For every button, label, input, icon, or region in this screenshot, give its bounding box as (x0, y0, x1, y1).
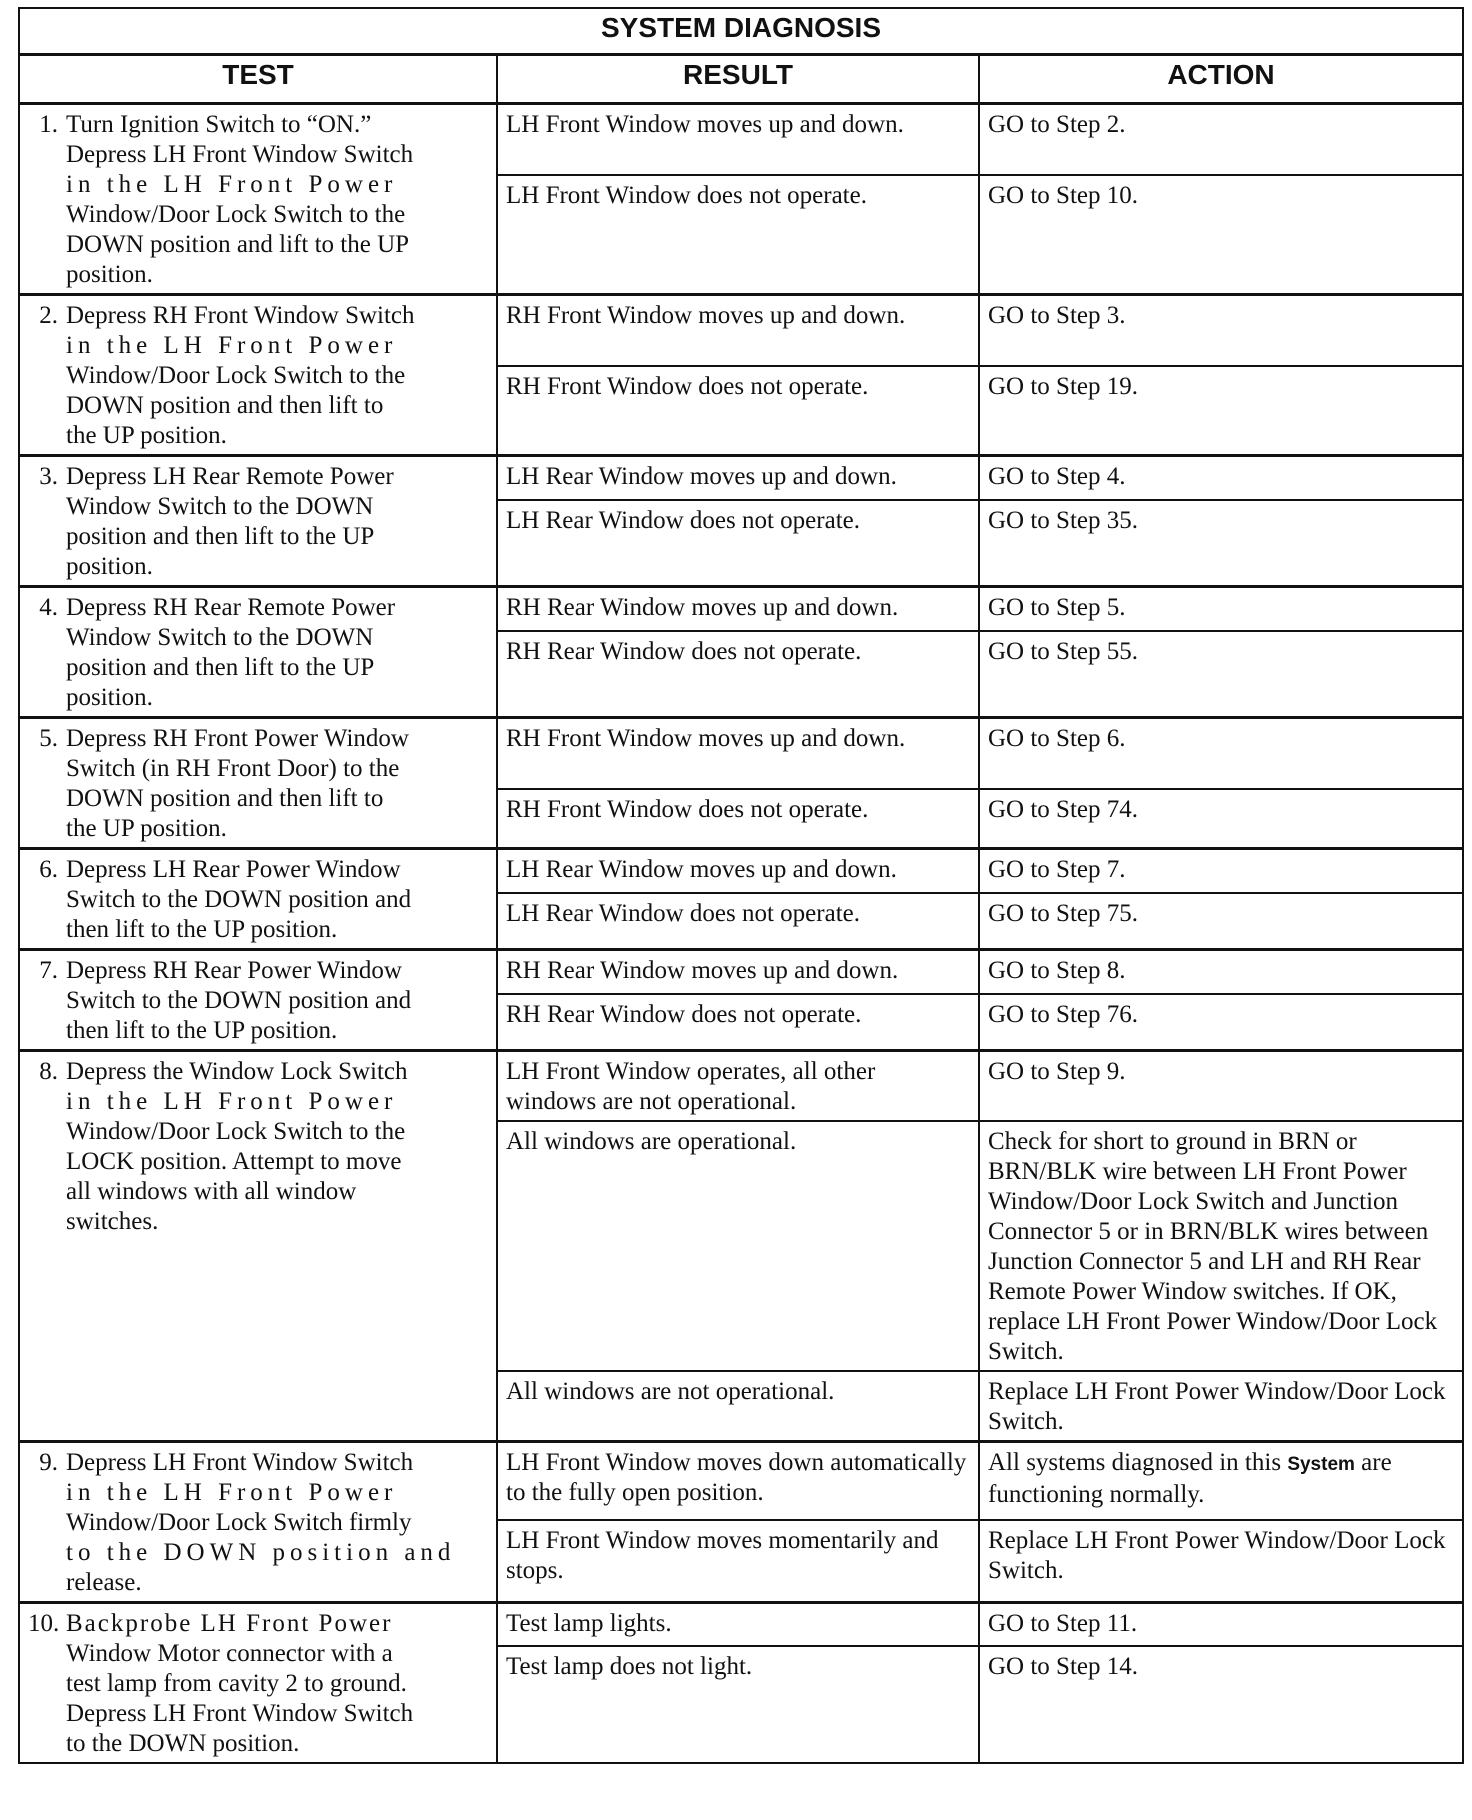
test-line: Depress the Window Lock Switch (66, 1058, 408, 1085)
result-cell: LH Rear Window moves up and down. (497, 849, 979, 893)
step-5-test (19, 718, 497, 849)
test-line: position. (66, 553, 153, 580)
test-line: Depress LH Front Window Switch (66, 141, 414, 168)
test-line: position and then lift to the UP (66, 654, 375, 681)
action-cell: GO to Step 74. (979, 789, 1463, 849)
action-cell: GO to Step 11. (979, 1603, 1463, 1646)
test-line: in the LH Front Power (66, 332, 398, 359)
step-number: 2. (39, 302, 58, 329)
result-cell: LH Rear Window does not operate. (497, 893, 979, 950)
action-text: All systems diagnosed in this (988, 1449, 1282, 1476)
action-cell: GO to Step 2. (979, 104, 1463, 175)
result-cell: RH Front Window does not operate. (497, 366, 979, 456)
step-6-row (19, 849, 1463, 893)
action-cell: GO to Step 19. (979, 366, 1463, 456)
test-line: all windows with all window (66, 1178, 357, 1205)
test-line: Window/Door Lock Switch firmly (66, 1509, 412, 1536)
test-line: Depress LH Rear Power Window (66, 856, 401, 883)
result-cell: LH Front Window moves up and down. (497, 104, 979, 175)
test-line: release. (66, 1569, 142, 1596)
result-cell: RH Front Window moves up and down. (497, 295, 979, 366)
result-cell: RH Front Window does not operate. (497, 789, 979, 849)
step-4-row (19, 587, 1463, 632)
step-3-row (19, 456, 1463, 501)
result-cell: LH Rear Window does not operate. (497, 500, 979, 586)
test-line: test lamp from cavity 2 to ground. (66, 1670, 407, 1697)
result-cell: RH Rear Window moves up and down. (497, 950, 979, 994)
result-cell: Test lamp lights. (497, 1603, 979, 1646)
action-cell: GO to Step 9. (979, 1051, 1463, 1122)
step-2-row (19, 295, 1463, 366)
step-number: 10. (28, 1610, 60, 1637)
action-system-word: System (1287, 1454, 1355, 1475)
test-line: position. (66, 261, 153, 288)
step-number: 4. (39, 594, 58, 621)
test-line: the UP position. (66, 815, 227, 842)
step-3-test (19, 456, 497, 587)
test-line: position and then lift to the UP (66, 523, 375, 550)
action-cell: GO to Step 55. (979, 631, 1463, 717)
test-line: DOWN position and then lift to (66, 785, 384, 812)
result-cell: RH Rear Window does not operate. (497, 631, 979, 717)
action-cell: GO to Step 5. (979, 587, 1463, 632)
result-cell: Test lamp does not light. (497, 1646, 979, 1763)
action-cell: GO to Step 7. (979, 849, 1463, 893)
col-header-result: RESULT (497, 55, 979, 104)
test-line: DOWN position and lift to the UP (66, 231, 410, 258)
action-cell: Check for short to ground in BRN or BRN/BLK wire between LH Front Power Window/Door Lock Switch and Junction Connector 5 or in BRN/BLK wires between Junction Connector 5 and LH and RH Rear Remote Power Window switches. If OK, replace LH Front Power Window/Door Lock Switch. (979, 1121, 1463, 1371)
action-cell: Replace LH Front Power Window/Door Lock Switch. (979, 1520, 1463, 1602)
test-line: Turn Ignition Switch to “ON.” (66, 111, 372, 138)
action-cell: GO to Step 35. (979, 500, 1463, 586)
result-cell: RH Rear Window moves up and down. (497, 587, 979, 632)
result-cell: All windows are not operational. (497, 1371, 979, 1442)
result-cell: All windows are operational. (497, 1121, 979, 1371)
system-diagnosis-table (18, 7, 1464, 1764)
step-10-test (19, 1603, 497, 1764)
test-line: DOWN position and then lift to (66, 392, 384, 419)
result-cell: LH Rear Window moves up and down. (497, 456, 979, 501)
action-cell: GO to Step 10. (979, 175, 1463, 295)
test-line: Switch to the DOWN position and (66, 886, 412, 913)
test-line: the UP position. (66, 422, 227, 449)
test-line: position. (66, 684, 153, 711)
step-number: 1. (39, 111, 58, 138)
action-text: are functioning normally. (988, 1449, 1392, 1508)
test-line: Window/Door Lock Switch to the (66, 362, 406, 389)
test-line: Depress RH Rear Remote Power (66, 594, 396, 621)
step-number: 8. (39, 1058, 58, 1085)
test-line: in the LH Front Power (66, 171, 398, 198)
step-8-test (19, 1051, 497, 1442)
step-number: 9. (39, 1449, 58, 1476)
test-line: Depress LH Front Window Switch (66, 1700, 414, 1727)
test-line: then lift to the UP position. (66, 916, 338, 943)
action-cell: GO to Step 75. (979, 893, 1463, 950)
action-cell: GO to Step 3. (979, 295, 1463, 366)
action-cell: GO to Step 14. (979, 1646, 1463, 1763)
action-cell: GO to Step 4. (979, 456, 1463, 501)
test-line: Depress RH Rear Power Window (66, 957, 402, 984)
step-7-test (19, 950, 497, 1051)
col-header-test: TEST (19, 55, 497, 104)
test-line: Window/Door Lock Switch to the (66, 201, 406, 228)
step-number: 3. (39, 463, 58, 490)
step-6-test (19, 849, 497, 950)
result-cell: LH Front Window operates, all other windows are not operational. (497, 1051, 979, 1122)
result-cell: RH Rear Window does not operate. (497, 994, 979, 1051)
action-cell: Replace LH Front Power Window/Door Lock Switch. (979, 1371, 1463, 1442)
test-line: Window/Door Lock Switch to the (66, 1118, 406, 1145)
test-line: to the DOWN position and (66, 1539, 456, 1566)
test-line: to the DOWN position. (66, 1730, 300, 1757)
test-line: switches. (66, 1208, 159, 1235)
action-cell (979, 1442, 1463, 1521)
step-7-row (19, 950, 1463, 994)
col-header-action: ACTION (979, 55, 1463, 104)
step-9-test (19, 1442, 497, 1603)
result-cell: RH Front Window moves up and down. (497, 718, 979, 789)
step-10-row (19, 1603, 1463, 1646)
step-9-row (19, 1442, 1463, 1521)
action-cell: GO to Step 76. (979, 994, 1463, 1051)
step-number: 5. (39, 725, 58, 752)
step-2-test (19, 295, 497, 456)
step-4-test (19, 587, 497, 718)
test-line: Backprobe LH Front Power (66, 1610, 393, 1637)
test-line: Switch (in RH Front Door) to the (66, 755, 400, 782)
step-number: 7. (39, 957, 58, 984)
test-line: Switch to the DOWN position and (66, 987, 412, 1014)
result-cell: LH Front Window does not operate. (497, 175, 979, 295)
table-title: SYSTEM DIAGNOSIS (19, 8, 1463, 55)
test-line: Depress LH Front Window Switch (66, 1449, 414, 1476)
test-line: LOCK position. Attempt to move (66, 1148, 402, 1175)
result-cell: LH Front Window moves down automatically to the fully open position. (497, 1442, 979, 1521)
test-line: then lift to the UP position. (66, 1017, 338, 1044)
test-line: Depress LH Rear Remote Power (66, 463, 394, 490)
test-line: in the LH Front Power (66, 1479, 398, 1506)
test-line: Window Switch to the DOWN (66, 624, 374, 651)
step-8-row (19, 1051, 1463, 1122)
result-cell: LH Front Window moves momentarily and stops. (497, 1520, 979, 1602)
test-line: Depress RH Front Power Window (66, 725, 409, 752)
step-5-row (19, 718, 1463, 789)
test-line: Window Switch to the DOWN (66, 493, 374, 520)
action-cell: GO to Step 6. (979, 718, 1463, 789)
step-number: 6. (39, 856, 58, 883)
test-line: Window Motor connector with a (66, 1640, 393, 1667)
action-cell: GO to Step 8. (979, 950, 1463, 994)
step-1-row (19, 104, 1463, 175)
test-line: in the LH Front Power (66, 1088, 398, 1115)
test-line: Depress RH Front Window Switch (66, 302, 415, 329)
step-1-test (19, 104, 497, 295)
